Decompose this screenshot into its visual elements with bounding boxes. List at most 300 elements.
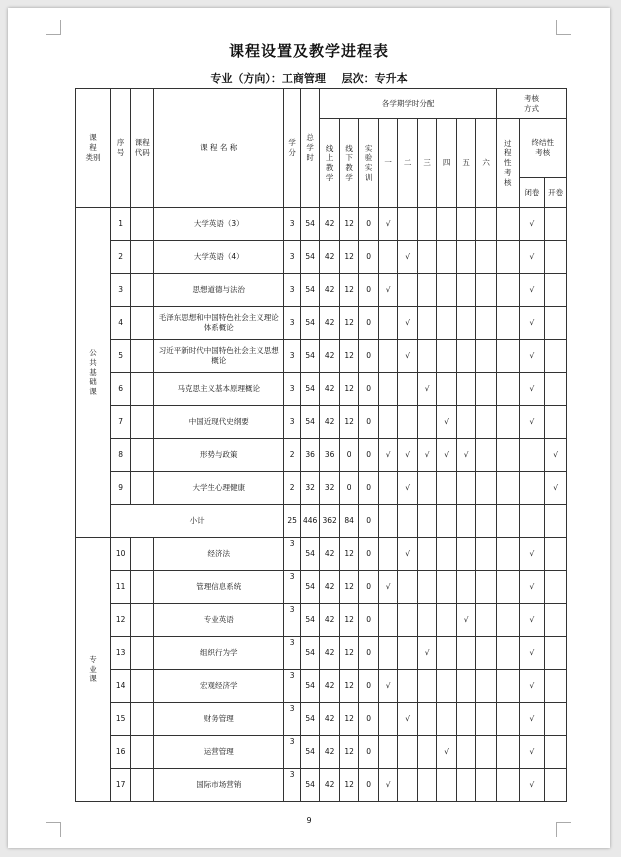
online-hours-cell: 36 <box>320 439 340 472</box>
table-body <box>76 89 567 802</box>
course-name-cell: 国际市场营销 <box>154 769 284 802</box>
semester-3-cell <box>417 307 437 340</box>
offline-hours-cell: 12 <box>339 736 359 769</box>
code-cell <box>131 208 154 241</box>
table-row <box>76 703 567 736</box>
table-row <box>76 406 567 439</box>
lab-hours-cell: 0 <box>359 340 379 373</box>
semester-6-cell <box>476 406 497 439</box>
lab-hours-cell: 0 <box>359 472 379 505</box>
header-online: 线 上 教 学 <box>320 119 340 208</box>
crop-mark-tr <box>556 20 571 35</box>
table-row <box>76 340 567 373</box>
code-cell <box>131 307 154 340</box>
header-category: 课 程 类别 <box>76 89 111 208</box>
open-book-cell <box>545 340 567 373</box>
semester-3-cell: √ <box>417 439 437 472</box>
semester-1-cell: √ <box>378 670 398 703</box>
table-row <box>76 736 567 769</box>
semester-1-cell <box>378 736 398 769</box>
offline-hours-cell: 12 <box>339 703 359 736</box>
closed-book-cell <box>519 472 545 505</box>
course-name-cell: 专业英语 <box>154 604 284 637</box>
semester-6-cell <box>476 637 497 670</box>
code-cell <box>131 472 154 505</box>
seq-cell: 10 <box>110 538 131 571</box>
seq-cell: 1 <box>110 208 131 241</box>
seq-cell: 16 <box>110 736 131 769</box>
document-page <box>8 8 610 848</box>
seq-cell: 5 <box>110 340 131 373</box>
course-name-cell: 大学英语（3） <box>154 208 284 241</box>
semester-1-cell <box>378 637 398 670</box>
semester-2-cell <box>398 274 418 307</box>
lab-hours-cell: 0 <box>359 571 379 604</box>
process-assessment-cell <box>496 373 519 406</box>
offline-hours-cell: 12 <box>339 208 359 241</box>
semester-5-cell <box>456 538 476 571</box>
semester-2-cell <box>398 406 418 439</box>
total-hours-cell: 32 <box>300 472 320 505</box>
header-name: 课 程 名 称 <box>154 89 284 208</box>
semester-5-cell <box>456 208 476 241</box>
process-assessment-cell <box>496 571 519 604</box>
semester-5-cell <box>456 307 476 340</box>
header-alloc: 各学期学时分配 <box>320 89 497 119</box>
online-hours-cell: 42 <box>320 604 340 637</box>
semester-5-cell <box>456 241 476 274</box>
semester-6-cell <box>476 208 497 241</box>
subtotal-empty-cell <box>456 505 476 538</box>
course-name-cell: 组织行为学 <box>154 637 284 670</box>
semester-4-cell <box>437 340 457 373</box>
credit-cell: 3 <box>284 274 300 307</box>
code-cell <box>131 340 154 373</box>
page-number: 9 <box>306 816 312 825</box>
closed-book-cell: √ <box>519 571 545 604</box>
closed-book-cell: √ <box>519 340 545 373</box>
semester-6-cell <box>476 241 497 274</box>
semester-1-cell: √ <box>378 208 398 241</box>
header-sem-1: 一 <box>378 119 398 208</box>
semester-4-cell <box>437 241 457 274</box>
code-cell <box>131 538 154 571</box>
credit-cell: 3 <box>284 736 300 769</box>
online-hours-cell: 32 <box>320 472 340 505</box>
closed-book-cell: √ <box>519 241 545 274</box>
total-hours-cell: 54 <box>300 208 320 241</box>
closed-book-cell: √ <box>519 703 545 736</box>
header-sem-3: 三 <box>417 119 437 208</box>
semester-1-cell <box>378 340 398 373</box>
offline-hours-cell: 12 <box>339 604 359 637</box>
semester-1-cell: √ <box>378 571 398 604</box>
subtotal-total: 446 <box>300 505 320 538</box>
open-book-cell <box>545 274 567 307</box>
total-hours-cell: 54 <box>300 307 320 340</box>
seq-cell: 11 <box>110 571 131 604</box>
semester-4-cell <box>437 703 457 736</box>
open-book-cell <box>545 604 567 637</box>
total-hours-cell: 54 <box>300 406 320 439</box>
semester-3-cell <box>417 340 437 373</box>
open-book-cell <box>545 241 567 274</box>
lab-hours-cell: 0 <box>359 538 379 571</box>
code-cell <box>131 604 154 637</box>
semester-2-cell: √ <box>398 538 418 571</box>
code-cell <box>131 703 154 736</box>
semester-2-cell <box>398 769 418 802</box>
semester-6-cell <box>476 769 497 802</box>
semester-5-cell <box>456 406 476 439</box>
process-assessment-cell <box>496 703 519 736</box>
table-row <box>76 670 567 703</box>
total-hours-cell: 54 <box>300 670 320 703</box>
process-assessment-cell <box>496 406 519 439</box>
online-hours-cell: 42 <box>320 769 340 802</box>
semester-1-cell: √ <box>378 439 398 472</box>
semester-2-cell <box>398 736 418 769</box>
offline-hours-cell: 12 <box>339 373 359 406</box>
credit-cell: 3 <box>284 604 300 637</box>
closed-book-cell: √ <box>519 637 545 670</box>
semester-2-cell: √ <box>398 307 418 340</box>
table-row <box>76 307 567 340</box>
seq-cell: 4 <box>110 307 131 340</box>
semester-3-cell <box>417 538 437 571</box>
semester-2-cell <box>398 637 418 670</box>
online-hours-cell: 42 <box>320 307 340 340</box>
semester-2-cell: √ <box>398 439 418 472</box>
header-final: 终结性 考核 <box>520 119 566 178</box>
header-sem-6: 六 <box>476 119 497 208</box>
course-name-cell: 财务管理 <box>154 703 284 736</box>
credit-cell: 3 <box>284 241 300 274</box>
subtotal-credit: 25 <box>284 505 300 538</box>
category-cell: 专 业 课 <box>76 538 111 802</box>
semester-5-cell: √ <box>456 439 476 472</box>
semester-3-cell <box>417 208 437 241</box>
table-row <box>76 439 567 472</box>
semester-5-cell <box>456 472 476 505</box>
semester-6-cell <box>476 274 497 307</box>
subtotal-online: 362 <box>320 505 340 538</box>
semester-6-cell <box>476 373 497 406</box>
semester-6-cell <box>476 538 497 571</box>
offline-hours-cell: 12 <box>339 637 359 670</box>
semester-2-cell: √ <box>398 241 418 274</box>
header-assessment: 考核 方式 <box>496 89 566 119</box>
open-book-cell <box>545 406 567 439</box>
code-cell <box>131 571 154 604</box>
offline-hours-cell: 12 <box>339 769 359 802</box>
semester-2-cell <box>398 604 418 637</box>
semester-3-cell <box>417 703 437 736</box>
semester-5-cell <box>456 769 476 802</box>
total-hours-cell: 36 <box>300 439 320 472</box>
subtotal-row <box>76 505 567 538</box>
semester-4-cell <box>437 307 457 340</box>
semester-4-cell <box>437 538 457 571</box>
header-sem-2: 二 <box>398 119 418 208</box>
table-row <box>76 604 567 637</box>
process-assessment-cell <box>496 241 519 274</box>
process-assessment-cell <box>496 439 519 472</box>
offline-hours-cell: 12 <box>339 538 359 571</box>
online-hours-cell: 42 <box>320 208 340 241</box>
online-hours-cell: 42 <box>320 703 340 736</box>
course-name-cell: 经济法 <box>154 538 284 571</box>
code-cell <box>131 637 154 670</box>
crop-mark-tl <box>46 20 61 35</box>
credit-cell: 3 <box>284 208 300 241</box>
table-row <box>76 208 567 241</box>
open-book-cell <box>545 703 567 736</box>
credit-cell: 3 <box>284 340 300 373</box>
lab-hours-cell: 0 <box>359 736 379 769</box>
semester-5-cell: √ <box>456 604 476 637</box>
total-hours-cell: 54 <box>300 571 320 604</box>
code-cell <box>131 373 154 406</box>
seq-cell: 12 <box>110 604 131 637</box>
seq-cell: 17 <box>110 769 131 802</box>
online-hours-cell: 42 <box>320 571 340 604</box>
total-hours-cell: 54 <box>300 274 320 307</box>
offline-hours-cell: 12 <box>339 406 359 439</box>
table-row <box>76 373 567 406</box>
code-cell <box>131 241 154 274</box>
subtotal-empty-cell <box>519 505 545 538</box>
process-assessment-cell <box>496 538 519 571</box>
lab-hours-cell: 0 <box>359 670 379 703</box>
header-seq: 序 号 <box>110 89 131 208</box>
seq-cell: 13 <box>110 637 131 670</box>
offline-hours-cell: 12 <box>339 307 359 340</box>
header-offline: 线 下 教 学 <box>339 119 359 208</box>
total-hours-cell: 54 <box>300 340 320 373</box>
header-final-block <box>519 119 566 208</box>
total-hours-cell: 54 <box>300 604 320 637</box>
closed-book-cell: √ <box>519 604 545 637</box>
open-book-cell <box>545 307 567 340</box>
semester-5-cell <box>456 571 476 604</box>
total-hours-cell: 54 <box>300 373 320 406</box>
course-name-cell: 习近平新时代中国特色社会主义思想概论 <box>154 340 284 373</box>
open-book-cell <box>545 373 567 406</box>
subtotal-label: 小计 <box>110 505 284 538</box>
credit-cell: 3 <box>284 670 300 703</box>
total-hours-cell: 54 <box>300 703 320 736</box>
table-row <box>76 472 567 505</box>
course-name-cell: 大学生心理健康 <box>154 472 284 505</box>
semester-2-cell <box>398 208 418 241</box>
open-book-cell <box>545 736 567 769</box>
semester-4-cell <box>437 373 457 406</box>
online-hours-cell: 42 <box>320 340 340 373</box>
semester-4-cell <box>437 637 457 670</box>
seq-cell: 14 <box>110 670 131 703</box>
lab-hours-cell: 0 <box>359 604 379 637</box>
lab-hours-cell: 0 <box>359 406 379 439</box>
semester-2-cell <box>398 670 418 703</box>
open-book-cell <box>545 538 567 571</box>
course-name-cell: 形势与政策 <box>154 439 284 472</box>
header-credit: 学 分 <box>284 89 300 208</box>
process-assessment-cell <box>496 307 519 340</box>
semester-5-cell <box>456 274 476 307</box>
code-cell <box>131 736 154 769</box>
subtotal-empty-cell <box>417 505 437 538</box>
semester-4-cell <box>437 670 457 703</box>
total-hours-cell: 54 <box>300 241 320 274</box>
lab-hours-cell: 0 <box>359 373 379 406</box>
course-schedule-table <box>75 88 567 802</box>
semester-1-cell: √ <box>378 274 398 307</box>
offline-hours-cell: 12 <box>339 571 359 604</box>
semester-4-cell <box>437 208 457 241</box>
semester-4-cell <box>437 472 457 505</box>
credit-cell: 3 <box>284 538 300 571</box>
semester-5-cell <box>456 736 476 769</box>
closed-book-cell: √ <box>519 274 545 307</box>
semester-6-cell <box>476 736 497 769</box>
header-code: 课程 代码 <box>131 89 154 208</box>
open-book-cell: √ <box>545 472 567 505</box>
credit-cell: 3 <box>284 637 300 670</box>
open-book-cell <box>545 571 567 604</box>
subtotal-empty-cell <box>496 505 519 538</box>
credit-cell: 2 <box>284 439 300 472</box>
lab-hours-cell: 0 <box>359 703 379 736</box>
semester-4-cell: √ <box>437 439 457 472</box>
semester-6-cell <box>476 703 497 736</box>
closed-book-cell <box>519 439 545 472</box>
semester-1-cell <box>378 472 398 505</box>
online-hours-cell: 42 <box>320 538 340 571</box>
process-assessment-cell <box>496 637 519 670</box>
semester-4-cell: √ <box>437 736 457 769</box>
semester-3-cell <box>417 670 437 703</box>
process-assessment-cell <box>496 736 519 769</box>
code-cell <box>131 274 154 307</box>
process-assessment-cell <box>496 769 519 802</box>
open-book-cell <box>545 208 567 241</box>
offline-hours-cell: 0 <box>339 439 359 472</box>
process-assessment-cell <box>496 604 519 637</box>
subtotal-empty-cell <box>378 505 398 538</box>
closed-book-cell: √ <box>519 307 545 340</box>
semester-1-cell: √ <box>378 769 398 802</box>
code-cell <box>131 439 154 472</box>
semester-6-cell <box>476 340 497 373</box>
header-total: 总 学 时 <box>300 89 320 208</box>
semester-2-cell <box>398 571 418 604</box>
semester-3-cell <box>417 274 437 307</box>
table-row <box>76 637 567 670</box>
online-hours-cell: 42 <box>320 241 340 274</box>
course-name-cell: 中国近现代史纲要 <box>154 406 284 439</box>
course-name-cell: 马克思主义基本原理概论 <box>154 373 284 406</box>
semester-3-cell <box>417 769 437 802</box>
credit-cell: 2 <box>284 472 300 505</box>
semester-4-cell <box>437 274 457 307</box>
semester-5-cell <box>456 340 476 373</box>
table-row <box>76 241 567 274</box>
open-book-cell <box>545 637 567 670</box>
semester-6-cell <box>476 604 497 637</box>
semester-1-cell <box>378 241 398 274</box>
credit-cell: 3 <box>284 307 300 340</box>
closed-book-cell: √ <box>519 373 545 406</box>
seq-cell: 9 <box>110 472 131 505</box>
semester-3-cell <box>417 736 437 769</box>
open-book-cell: √ <box>545 439 567 472</box>
offline-hours-cell: 12 <box>339 340 359 373</box>
lab-hours-cell: 0 <box>359 208 379 241</box>
course-name-cell: 运营管理 <box>154 736 284 769</box>
header-process: 过 程 性 考 核 <box>496 119 519 208</box>
page-subtitle <box>8 70 610 86</box>
code-cell <box>131 670 154 703</box>
lab-hours-cell: 0 <box>359 274 379 307</box>
online-hours-cell: 42 <box>320 670 340 703</box>
subtotal-empty-cell <box>398 505 418 538</box>
header-closed: 闭卷 <box>520 178 546 207</box>
table-row <box>76 538 567 571</box>
semester-1-cell <box>378 373 398 406</box>
semester-3-cell <box>417 571 437 604</box>
header-row-1 <box>76 89 567 119</box>
process-assessment-cell <box>496 208 519 241</box>
semester-2-cell <box>398 373 418 406</box>
semester-2-cell: √ <box>398 703 418 736</box>
seq-cell: 3 <box>110 274 131 307</box>
offline-hours-cell: 0 <box>339 472 359 505</box>
semester-6-cell <box>476 472 497 505</box>
process-assessment-cell <box>496 274 519 307</box>
code-cell <box>131 769 154 802</box>
subtotal-lab: 0 <box>359 505 379 538</box>
online-hours-cell: 42 <box>320 406 340 439</box>
closed-book-cell: √ <box>519 406 545 439</box>
offline-hours-cell: 12 <box>339 241 359 274</box>
course-name-cell: 毛泽东思想和中国特色社会主义理论体系概论 <box>154 307 284 340</box>
semester-6-cell <box>476 439 497 472</box>
credit-cell: 3 <box>284 373 300 406</box>
lab-hours-cell: 0 <box>359 637 379 670</box>
header-sem-4: 四 <box>437 119 457 208</box>
seq-cell: 7 <box>110 406 131 439</box>
semester-1-cell <box>378 703 398 736</box>
table-row <box>76 274 567 307</box>
course-name-cell: 思想道德与法治 <box>154 274 284 307</box>
seq-cell: 6 <box>110 373 131 406</box>
course-name-cell: 管理信息系统 <box>154 571 284 604</box>
table-row <box>76 769 567 802</box>
semester-5-cell <box>456 670 476 703</box>
closed-book-cell: √ <box>519 736 545 769</box>
online-hours-cell: 42 <box>320 373 340 406</box>
semester-3-cell: √ <box>417 637 437 670</box>
credit-cell: 3 <box>284 571 300 604</box>
header-open: 开卷 <box>548 187 564 197</box>
semester-1-cell <box>378 604 398 637</box>
semester-2-cell: √ <box>398 340 418 373</box>
subtotal-empty-cell <box>437 505 457 538</box>
open-book-cell <box>545 769 567 802</box>
major-label: 专业（方向）：工商管理 <box>210 72 326 85</box>
closed-book-cell: √ <box>519 769 545 802</box>
